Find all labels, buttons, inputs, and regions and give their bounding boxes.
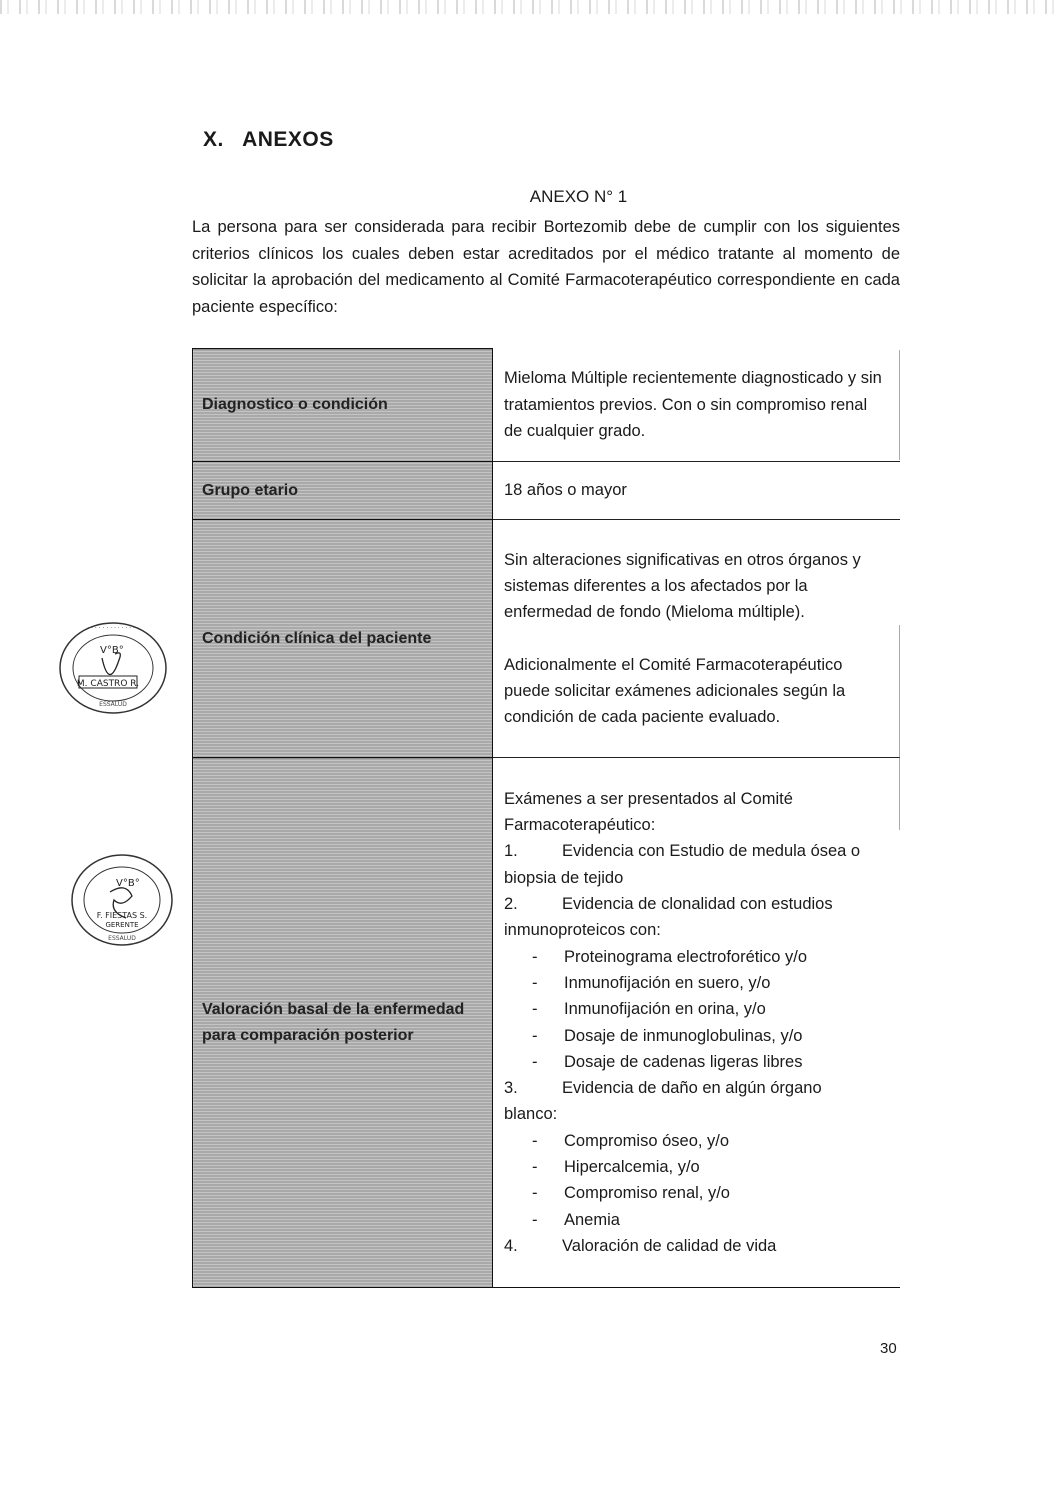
seal-role-text: GERENTE — [105, 921, 139, 929]
sub-item: - Compromiso renal, y/o — [504, 1180, 888, 1206]
item-number: 4. — [504, 1236, 518, 1255]
item-continuation: inmunoproteicos con: — [504, 921, 661, 940]
table-row — [193, 462, 901, 520]
seal-name-text: F. FIESTAS S. — [96, 911, 148, 920]
sub-item: - Compromiso óseo, y/o — [504, 1128, 888, 1154]
section-heading — [203, 128, 334, 152]
row-value — [493, 520, 901, 758]
value-paragraph: Mieloma Múltiple recientemente diagnosticado y sin tratamientos previos. Con o sin compromiso renal de cualquier grado. — [504, 369, 882, 440]
item-text: Evidencia de daño en algún órgano — [562, 1079, 822, 1098]
item-continuation: biopsia de tejido — [504, 868, 624, 887]
row-label: Valoración basal de la enfermedad para comparación posterior — [193, 758, 493, 1288]
table-edge-line — [899, 350, 900, 460]
sub-item: - Anemia — [504, 1207, 888, 1233]
annex-title: ANEXO N° 1 — [529, 187, 628, 206]
sub-item: - Inmunofijación en orina, y/o — [504, 996, 888, 1022]
item-text: Evidencia con Estudio de medula ósea o — [562, 842, 861, 861]
criteria-table — [192, 348, 900, 1288]
seal-name-text: M. CASTRO R. — [76, 679, 140, 689]
intro-paragraph: La persona para ser considerada para recibir Bortezomib debe de cumplir con los siguientes criterios clínicos los cuales deben estar acreditados por el médico tratante al momento de solicitar la aprobación del medicamento al Comité Farmacoterapéutico correspondiente en cada paciente específico: — [192, 218, 900, 316]
approval-seal-stamp — [57, 620, 169, 716]
sub-item: - Dosaje de inmunoglobulinas, y/o — [504, 1023, 888, 1049]
seal-vobo-text: V°B° — [100, 645, 124, 656]
svg-text:· · · · · · · · · · · · · ·: · · · · · · · · · · · · · · — [87, 625, 139, 632]
row-label: Grupo etario — [193, 462, 493, 520]
sub-item: - Proteinograma electroforético y/o — [504, 944, 888, 970]
value-paragraph: 18 años o mayor — [504, 481, 627, 500]
sub-item-text: Anemia — [564, 1210, 620, 1229]
page-number: 30 — [880, 1340, 897, 1357]
row-label: Diagnostico o condición — [193, 349, 493, 462]
item-number: 3. — [504, 1079, 518, 1098]
approval-seal-stamp — [66, 852, 178, 948]
row-value — [493, 758, 901, 1288]
item-continuation: blanco: — [504, 1105, 558, 1124]
table-row — [193, 349, 901, 462]
row-value — [493, 349, 901, 462]
sub-item-text: Dosaje de cadenas ligeras libres — [564, 1052, 803, 1071]
section-title: ANEXOS — [242, 128, 334, 151]
value-paragraph: Sin alteraciones significativas en otros órganos y sistemas diferentes a los afectados por la enfermedad de fondo (Mieloma múltiple). — [504, 550, 861, 622]
seal-vobo-text: V°B° — [116, 878, 140, 889]
sub-item-text: Compromiso renal, y/o — [564, 1184, 730, 1203]
item-number: 2. — [504, 895, 518, 914]
table-row — [193, 758, 901, 1288]
list-item — [504, 838, 888, 864]
list-item — [504, 1075, 888, 1101]
sub-item: - Inmunofijación en suero, y/o — [504, 970, 888, 996]
scan-noise-strip — [0, 0, 1059, 14]
list-item — [504, 1233, 888, 1259]
sub-item-text: Proteinograma electroforético y/o — [564, 947, 808, 966]
sub-item-text: Hipercalcemia, y/o — [564, 1157, 700, 1176]
sub-item-text: Dosaje de inmunoglobulinas, y/o — [564, 1026, 803, 1045]
list-item — [504, 891, 888, 917]
value-paragraph: Adicionalmente el Comité Farmacoterapéutico puede solicitar exámenes adicionales según la condición de cada paciente evaluado. — [504, 655, 846, 727]
row-value — [493, 462, 901, 520]
sub-item: - Hipercalcemia, y/o — [504, 1154, 888, 1180]
seal-bottom-text: ESSALUD — [108, 935, 136, 942]
table-row — [193, 520, 901, 758]
item-text: Evidencia de clonalidad con estudios — [562, 895, 833, 914]
item-number: 1. — [504, 842, 518, 861]
sub-item-text: Compromiso óseo, y/o — [564, 1131, 730, 1150]
sub-item-text: Inmunofijación en suero, y/o — [564, 973, 771, 992]
item-text: Valoración de calidad de vida — [562, 1236, 777, 1255]
signature-mark — [102, 653, 120, 675]
sub-item: - Dosaje de cadenas ligeras libres — [504, 1049, 888, 1075]
table-edge-line — [899, 625, 900, 830]
sub-item-text: Inmunofijación en orina, y/o — [564, 1000, 766, 1019]
exam-intro: Exámenes a ser presentados al Comité Farmacoterapéutico: — [504, 789, 793, 835]
seal-bottom-text: ESSALUD — [99, 701, 127, 708]
row-label: Condición clínica del paciente — [193, 520, 493, 758]
section-number: X. — [203, 128, 224, 151]
